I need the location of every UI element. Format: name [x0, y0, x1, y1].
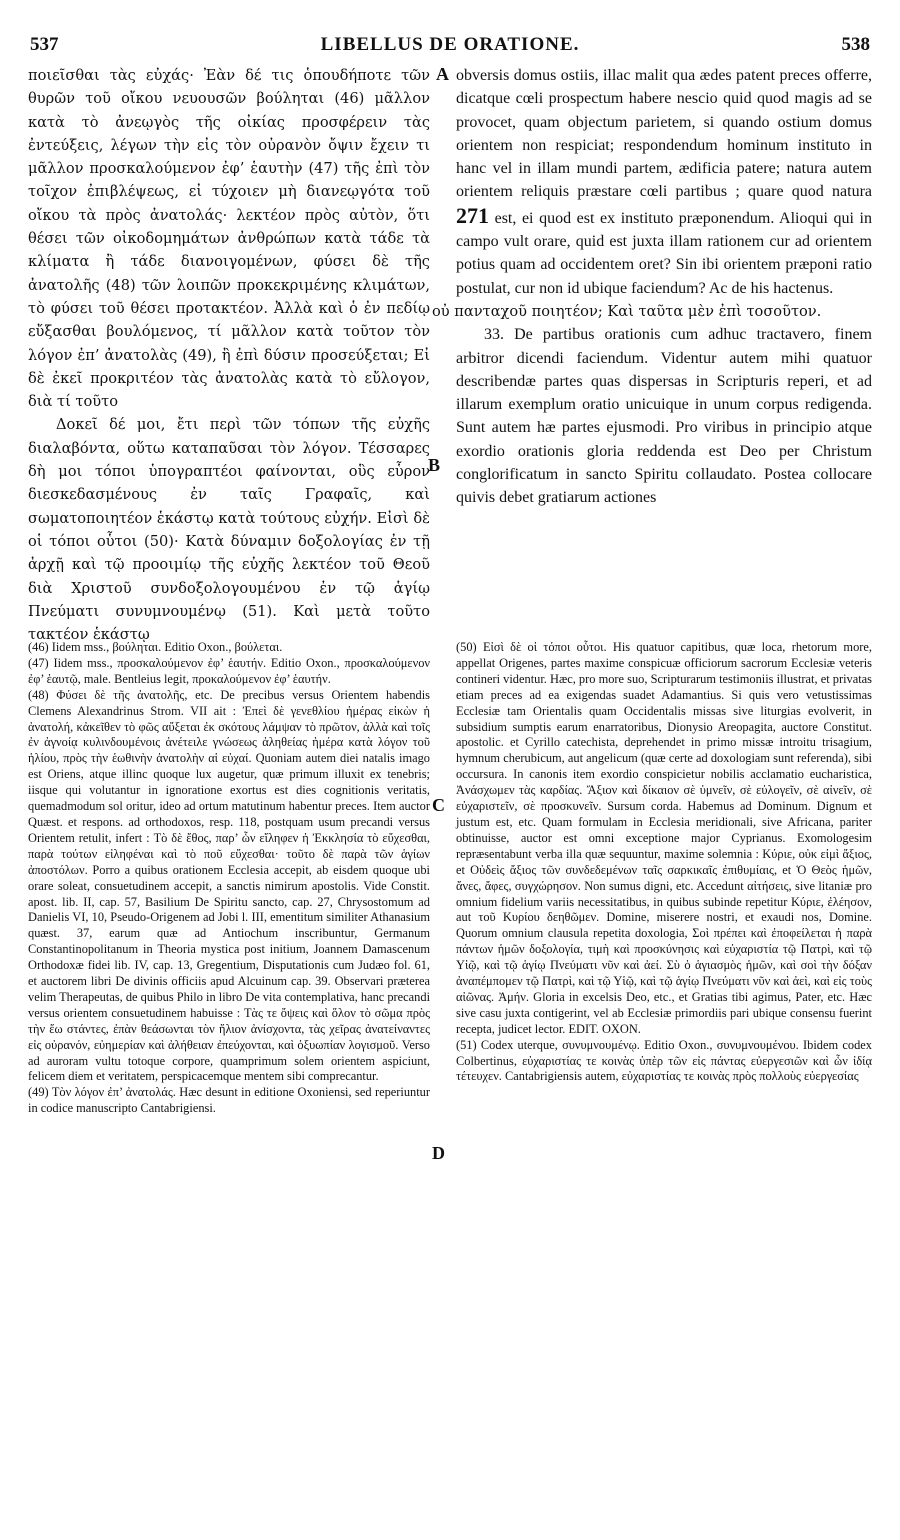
- running-header: [30, 34, 870, 56]
- footnote-49: (49) Τὸν λόγον ἐπ’ ἀνατολάς. Hæc desunt in editione Oxoniensi, sed reperiuntur in codice manuscripto Cantabrigiensi.: [28, 1085, 430, 1116]
- page-number-left: 537: [30, 34, 59, 55]
- main-text-latin: [432, 64, 873, 624]
- footnote-51: (51) Codex uterque, συνυμνουμένῳ. Editio Oxon., συνυμνουμένου. Ibidem codex Colbertinus, εὐχαριστίας τε κοινὰς ὑπὲρ τῶν εἰς πάντας εὐεργεσιῶν καὶ ὧν ἰδίᾳ τέτευχεν. Cantabrigiensis autem, εὐχαριστίας τε κοινὰς πρὸς πολλοὺς εὐεργεσίας: [456, 1037, 872, 1084]
- greek-continuation-line: οὐ πανταχοῦ ποιητέον; Καὶ ταῦτα μὲν ἐπὶ τοσοῦτον.: [432, 302, 822, 320]
- footnotes-right: [456, 640, 872, 1510]
- footnote-50: (50) Εἰσὶ δὲ οἱ τόποι οὗτοι. His quatuor capitibus, quæ loca, rhetorum more, appellat Origenes, partes maxime conspicuæ officiorum sacrorum Ecclesiæ veteris contineri videntur. Hæc, pro more suo, Scripturarum testimoniis illustrat, et privatas etiam preces ad ea exigendas suadet Adamantius. Si quis vero vetustissimas Ecclesiæ tam Orientalis quam Occidentalis missas sive liturgias evolverit, in subsidium sumptis earum enarratoribus, Dionysio Areopagita, auctore Constitut. apostolic. et Cyrillo catechista, deprehendet in primo missæ introitu trisagium, hymnum cherubicum, aut angelicum (quæ certe ad doxologiam sunt referenda), sibi occursura. In canonis item exordio conspicietur nobilis acclamatio eucharistica, Ἀνάσχωμεν τὰς καρδίας. Ἄξιον καὶ δίκαιον σὲ ὑμνεῖν, σὲ εὐλογεῖν, σὲ αἰνεῖν, σὲ εὐχαριστεῖν, σὲ προσκυνεῖν. Sursum corda. Habemus ad Dominum. Dignum et justum est, etc. Quam formulam in Ecclesia meridionali, sive Africana, pariter obtinuisse, auctor est omni exceptione major Cyprianus. Exomologesim repræsentabunt verba illa quæ sequuntur, maxime solemnia : Κύριε, οὐκ εἰμὶ ἄξιος, et Οὐδεὶς ἄξιος τῶν συνδεδεμένων ταῖς σαρκικαῖς ἐπιθυμίαις, et Ὁ Θεὸς ἡμῶν, ἄνες, ἄφες, συγχώρησον. Non sumus digni, etc. Accedunt αἰτήσεις, sive litaniæ pro omnium fidelium variis necessitatibus, in quibus subinde repetitur Κύριε, ἐλέησον, aut τοῦ Κυρίου δεηθῶμεν. Domine, miserere nostri, et exaudi nos, Domine. Quorum omnium clausula repetita doxologia, Σοὶ πρέπει καὶ ἐποφείλεται ἡ παρὰ πάντων ἡμῶν δοξολογία, τιμὴ καὶ προσκύνησις καὶ εὐχαριστία τῷ Πατρὶ, καὶ τῷ Υἱῷ, καὶ τῷ ἁγίῳ Πνεύματι νῦν καὶ ἀεί. Σὺ ὁ ἁγιασμὸς ἡμῶν, καὶ σοὶ τὴν δόξαν ἀναπέμπομεν τῷ Πατρὶ, καὶ τῷ Υἱῷ, καὶ τῷ ἁγίῳ Πνεύματι νῦν καὶ ἀεὶ, καὶ εἰς τοὺς αἰῶνας. Ἀμήν. Gloria in excelsis Deo, etc., et Gratias tibi agimus, Pater, etc. Hæc sive casu juxta contigerint, vel ab Ecclesiæ primordiis pari ubique consensu fuerint recepta, judicet lector. EDIT. OXON.: [456, 640, 872, 1036]
- greek-paragraph-2: Δοκεῖ δέ μοι, ἔτι περὶ τῶν τόπων τῆς εὐχῆς διαλαβόντα, οὕτω καταπαῦσαι τὸν λόγον. Τέσσαρες δὴ μοι τόποι ὑπογραπτέοι φαίνονται, οὓς εὗρον διεσκεδασμένους ἐν ταῖς Γραφαῖς, καὶ σωματοποιητέον ἑκάστῳ κατὰ τούτους εὐχήν. Εἰσὶ δὲ οἱ τόποι οὗτοι (50)· Κατὰ δύναμιν δοξολογίας ἐν τῇ ἀρχῇ καὶ τῷ προοιμίῳ τῆς εὐχῆς λεκτέον τοῦ Θεοῦ διὰ Χριστοῦ συνδοξολογουμένου ἐν τῷ ἁγίῳ Πνεύματι συνυμνουμένῳ (51). Καὶ μετὰ τοῦτο τακτέον ἑκάστῳ: [28, 416, 430, 644]
- column-number: 271: [456, 202, 489, 228]
- footnote-47: (47) Iidem mss., προσκαλούμενον ἐφ’ ἑαυτήν. Editio Oxon., προσκαλούμενον ἐφ’ ἑαυτῷ, male. Bentleius legit, προκαλούμενον ἐφ’ ἑαυτήν.: [28, 655, 430, 686]
- margin-letter-d: D: [432, 1143, 445, 1163]
- latin-paragraph-2: 33. De partibus orationis cum adhuc tractavero, finem arbitror dicendi faciendum. Videntur autem mihi quatuor describendæ partes quas dispersas in Scripturis reperi, et ad illarum exemplum oratio unicuique in unum corpus redigenda. Sunt autem hæ partes ejusmodi. Pro viribus in principio atque exordio orationis gloria reddenda est Deo per Christum conglorificatum in sancto Spiritu collaudato. Postea collocare quivis debet gratiarum actiones: [456, 326, 872, 507]
- running-title: LIBELLUS DE ORATIONE.: [320, 34, 580, 55]
- margin-letter-c: C: [432, 795, 445, 815]
- greek-paragraph-1: ποιεῖσθαι τὰς εὐχάς· Ἐὰν δέ τις ὁπουδήποτε τῶν θυρῶν τοῦ οἴκου νευουσῶν βούληται (46) μᾶλλον κατὰ τὸ ἀνεῳγὸς τῆς οἰκίας προσφέρειν τὰς ἐντεύξεις, λέγων τὴν εἰς τὸν οὐρανὸν ὄψιν ἔχειν τι μᾶλλον προσκαλούμενον ἐφ’ ἑαυτὴν (47) τῆς ἐπὶ τὸν τοῖχον ἐπιβλέψεως, εἰ τύχοιεν μὴ διανεῳγότα τοῦ οἴκου τὰ πρὸς ἀνατολάς· λεκτέον πρὸς αὐτὸν, ὅτι θέσει τῶν οἰκοδομημάτων ἀνθρώπων κατὰ τάδε τὰ κλίματα ἢ τάδε διανοιγομένων, φύσει δὲ τῆς ἀνατολῆς (48) τῶν λοιπῶν προκεκριμένης κλιμάτων, τὸ φύσει τοῦ θέσει προτακτέον. Ἀλλὰ καὶ ὁ ἐν πεδίῳ εὔξασθαι βουλόμενος, τί μᾶλλον κατὰ τοῦτον τὸν λόγον ἐπ’ ἀνατολὰς (49), ἢ ἐπὶ δύσιν προσεύξεται; Εἰ δὲ ἐκεῖ προκριτέον τὰς ἀνατολὰς κατὰ τὸ εὔλογον, διὰ τί τοῦτο: [28, 67, 430, 411]
- margin-letter-a: A: [436, 64, 449, 84]
- footnote-48: (48) Φύσει δὲ τῆς ἀνατολῆς, etc. De precibus versus Orientem habendis Clemens Alexandrinus Strom. VII ait : Ἐπεὶ δὲ γενεθλίου ἡμέρας εἰκὼν ἡ ἀνατολή, κἀκεῖθεν τὸ φῶς αὔξεται ἐκ σκότους λάμψαν τὸ πρῶτον, ἀλλὰ καὶ τοῖς ἐν ἀγνοίᾳ κυλινδουμένοις ἀνέτειλε γνώσεως ἀληθείας ἡμέρα κατὰ λόγον τοῦ ἡλίου, πρὸς τὴν ἑωθινὴν ἀνατολὴν αἱ εὐχαί. Quoniam autem diei natalis imago est Oriens, atque illinc quoque lux augetur, quæ primum illuxit ex tenebris; iisque qui volutantur in ignoratione exortus est dies cognitionis veritatis, quemadmodum sol oritur, ideo ad ortum matutinum habentur preces. Item auctor Quæst. et respons. ad orthodoxos, resp. 118, postquam usum precandi versus Orientem retulit, infert : Τὸ δὲ ἔθος, παρ’ ὧν εἴληφεν ἡ Ἐκκλησία τὸ εὔχεσθαι, παρὰ τούτων εἰληφέναι καὶ τὸ ποῦ εὔχεσθαι· τοῦτο δὲ παρὰ τῶν ἁγίων ἀποστόλων. Porro a quibus orationem Ecclesia accepit, ab eisdem quoque ubi orare soleat, consuetudinem accepit, a sanctis nimirum apostolis. Vide Constit. apost. lib. II, cap. 57, Basilium De Spiritu sancto, cap. 27, Chrysostomum ad Danielis VI, 10, Pseudo-Origenem ad Jobi l. III, ementitum similiter Athanasium quæst. 37, earum quæ ad Antiochum inscribuntur, Germanum Constantinopolitanum in Theoria mystica post initium, Joannem Damascenum Orthodoxæ fidei lib. IV, cap. 13, Gregentium, Disputationis cum Judæo fol. 61, et auctorem libri De divinis officiis apud Alcuinum cap. 39. Observari præterea velim Therapeutas, de quibus Philo in libro De vita contemplativa, hanc precandi versus orientem consuetudinem habuisse : Τὰς τε ὄψεις καὶ ὅλον τὸ σῶμα πρὸς τὴν ἕω στάντες, ἐπὰν θεάσωνται τὸν ἥλιον ἀνίσχοντα, τὰς χεῖρας ἀνατείναντες εἰς οὐρανόν, εὐημερίαν καὶ ἀλήθειαν ἐπεύχονται, καὶ ὀξυωπίαν λογισμοῦ. Verso ad auroram vultu totoque corpore, quamprimum solem orientem aspiciunt, felicem diem et veritatem, perspicacemque mentem sibi comprecantur.: [28, 687, 431, 1084]
- latin-paragraph-1: [456, 64, 872, 300]
- footnote-46: (46) Iidem mss., βούληται. Editio Oxon., βούλεται.: [28, 640, 283, 654]
- margin-letter-b: B: [428, 455, 441, 475]
- latin-text-b: est, ei quod est ex instituto præponendum. Alioqui qui in campo vult orare, quid est juxta illam rationem cur ad orientem potius quam ad occidentem oret? Sin ibi orientem præponi ratio postulat, cur non id ubique faciendum? Ac de his hactenus.: [456, 209, 873, 297]
- latin-text-a: obversis domus ostiis, illac malit qua ædes patent preces offerre, dicatque cœli prospectum habere nescio quid quod magis ad se provocet, quam objectum parietem, si quando ostium domus orientem non respiciat; respondendum hominum instituto in hanc vel in illam mundi partem, ædificia patere; natura autem orientem reliquis præstare cœli partibus ; quare quod natura: [456, 67, 872, 201]
- page-number-right: 538: [841, 34, 870, 55]
- footnotes-left: [28, 640, 430, 1510]
- main-text-greek: [28, 64, 430, 644]
